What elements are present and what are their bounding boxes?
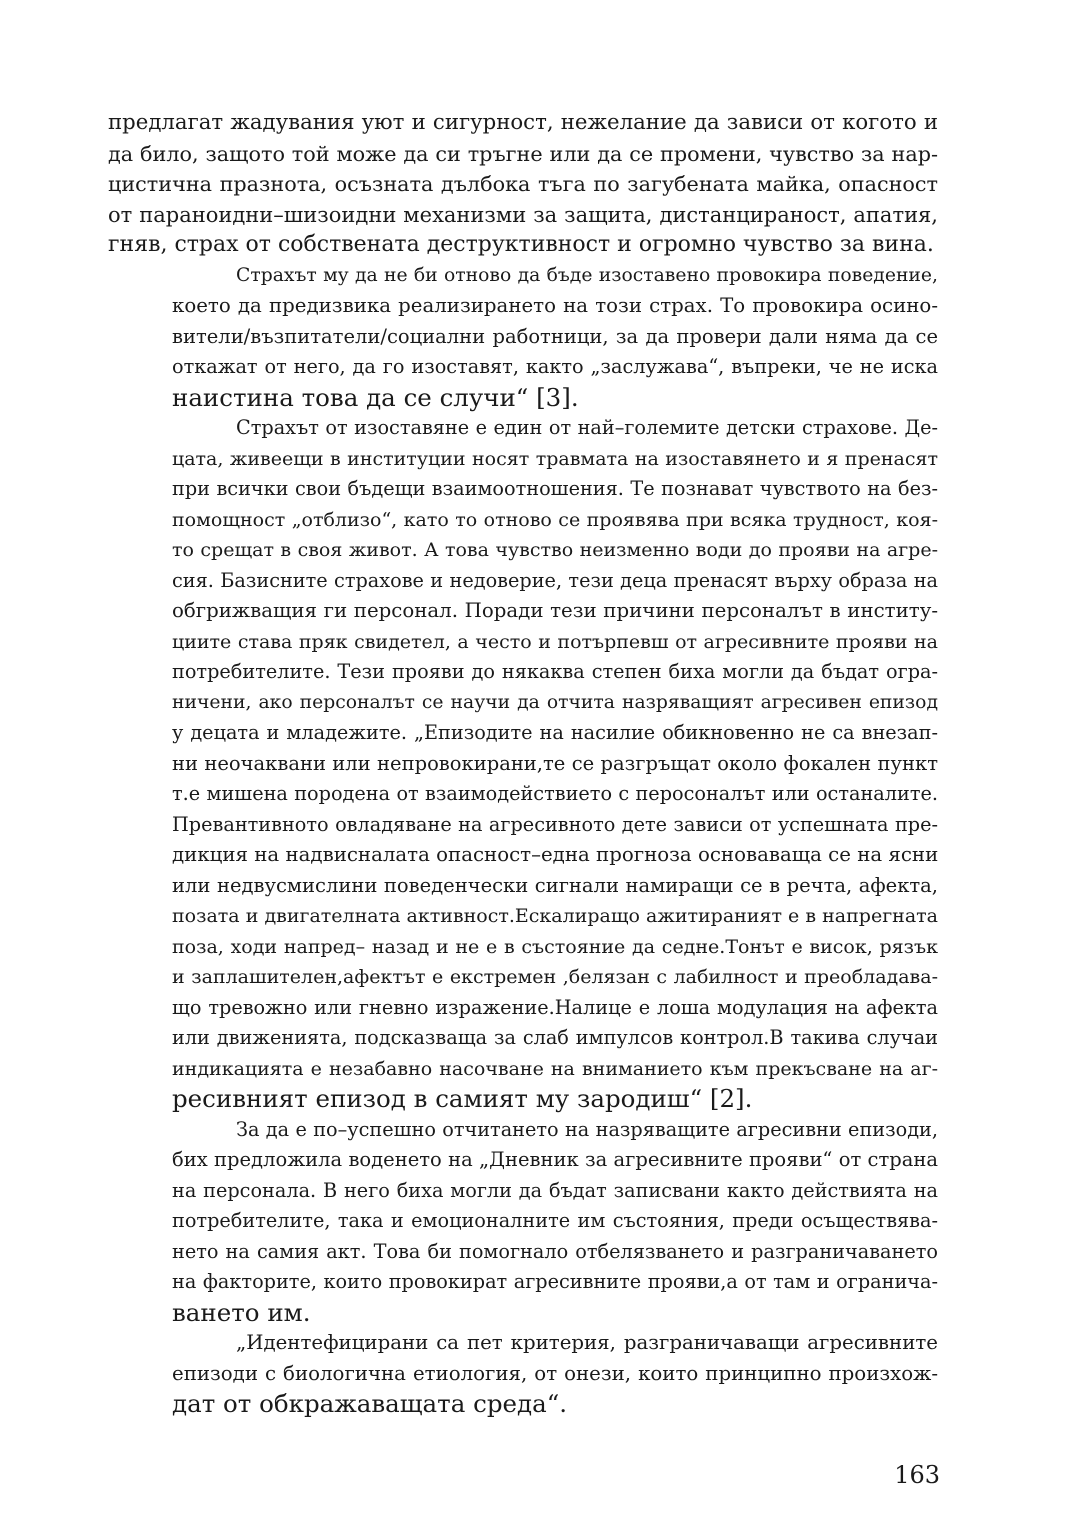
- text-line: на факторите, които провокират агресивните прояви,а от там и огранича-: [172, 1270, 938, 1293]
- text-line: у децата и младежите. „Епизодите на насилие обикновенно не са внезап-: [172, 721, 938, 744]
- text-line: що тревожно или гневно изражение.Налице е лоша модулация на афекта: [172, 995, 938, 1019]
- page-number: 163: [894, 1461, 940, 1489]
- text-line: ничени, ако персоналът се научи да отчита назряващият агресивен епизод: [172, 691, 938, 713]
- text-line: на персонала. В него биха могли да бъдат записвани както действията на: [172, 1178, 938, 1202]
- text-line: то срещат в своя живот. А това чувство неизменно води до прояви на агре-: [172, 539, 938, 561]
- text-line: бих предложила воденето на „Дневник за агресивните прояви“ от страна: [172, 1148, 938, 1171]
- text-line: предлагат жадувания уют и сигурност, нежелание да зависи от когото и: [108, 110, 938, 135]
- text-line: ни неочаквани или непровокирани,те се разгръщат около фокален пункт: [172, 751, 938, 775]
- paragraph: [108, 261, 938, 414]
- text-line: позата и двигателната активност.Ескалиращо ажитираният е в напрегната: [172, 905, 938, 927]
- text-line: епизоди с биологична етиология, от онези, които принципно произхож-: [172, 1361, 938, 1385]
- paragraph: [108, 1328, 938, 1420]
- text-line: индикацията е незабавно насочване на вниманието към прекъсване на аг-: [172, 1057, 938, 1080]
- text-line: За да е по–успешно отчитането на назряващите агресивни епизоди,: [236, 1117, 938, 1141]
- body-text: [108, 108, 938, 1420]
- text-line: „Идентефицирани са пет критерия, разграничаващи агресивните: [236, 1331, 938, 1354]
- text-line: от параноидни–шизоидни механизми за защита, дистанцираност, апатия,: [108, 202, 938, 227]
- text-line: или недвусмислини поведенчески сигнали намиращи се в речта, афекта,: [172, 873, 938, 897]
- text-line: дат от обкражаващата среда“.: [172, 1389, 568, 1418]
- text-line: или движенията, подсказваща за слаб импулсов контрол.В такива случаи: [172, 1026, 938, 1049]
- text-line: цистична празнота, осъзната дълбока тъга по загубената майка, опасност: [108, 172, 938, 196]
- paragraph: [108, 1115, 938, 1329]
- text-line: дикция на надвисналата опасност–една прогноза основаваща се на ясни: [172, 843, 938, 866]
- text-line: и заплашителен,афектът е екстремен ,белязан с лабилност и преобладава-: [172, 966, 938, 988]
- text-line: при всички свои бъдещи взаимоотношения. Те познават чувството на без-: [172, 477, 938, 500]
- text-line: вители/възпитатели/социални работници, за да провери дали няма да се: [172, 324, 938, 348]
- text-line: гняв, страх от собствената деструктивност и огромно чувство за вина.: [108, 232, 934, 257]
- text-line: поза, ходи напред– назад и не е в състояние да седне.Тонът е висок, рязък: [172, 935, 938, 958]
- text-line: Страхът от изоставяне е един от най–големите детски страхове. Де-: [236, 416, 938, 439]
- text-line: което да предизвика реализирането на този страх. То провокира осино-: [172, 294, 938, 317]
- text-line: да било, защото той може да си тръгне или да се промени, чувство за нар-: [108, 141, 938, 166]
- text-line: Страхът му да не би отново да бъде изоставено провокира поведение,: [236, 264, 938, 286]
- text-line: нето на самия акт. Това би помогнало отбелязването и разграничаването: [172, 1239, 938, 1263]
- text-line: сия. Базисните страхове и недоверие, тези деца пренасят върху образа на: [172, 568, 938, 592]
- paragraph: [108, 108, 938, 261]
- text-line: ресивният епизод в самият му зародиш“ [2].: [172, 1084, 753, 1113]
- text-line: циите става пряк свидетел, а често и потърпевш от агресивните прояви на: [172, 630, 938, 653]
- text-line: Превантивното овладяване на агресивното дете зависи от успешната пре-: [172, 812, 938, 836]
- text-line: потребителите, така и емоционалните им състояния, преди осъществява-: [172, 1209, 938, 1232]
- text-line: цата, живеещи в институции носят травмата на изоставянето и я пренасят: [172, 447, 938, 470]
- text-line: обгрижващия ги персонал. Поради тези причини персоналът в институ-: [172, 599, 938, 622]
- text-line: ването им.: [172, 1297, 311, 1327]
- text-line: потребителите. Тези прояви до някаква степен биха могли да бъдат огра-: [172, 660, 938, 683]
- paragraph: [108, 413, 938, 1115]
- text-line: помощност „отблизо“, като то отново се проявява при всяка трудност, коя-: [172, 508, 938, 531]
- text-line: т.е мишена породена от взаимодействието с перосоналът или останалите.: [172, 782, 938, 805]
- text-line: наистина това да се случи“ [3].: [172, 382, 579, 412]
- text-line: откажат от него, да го изоставят, както „заслужава“, въпреки, че не иска: [172, 355, 938, 378]
